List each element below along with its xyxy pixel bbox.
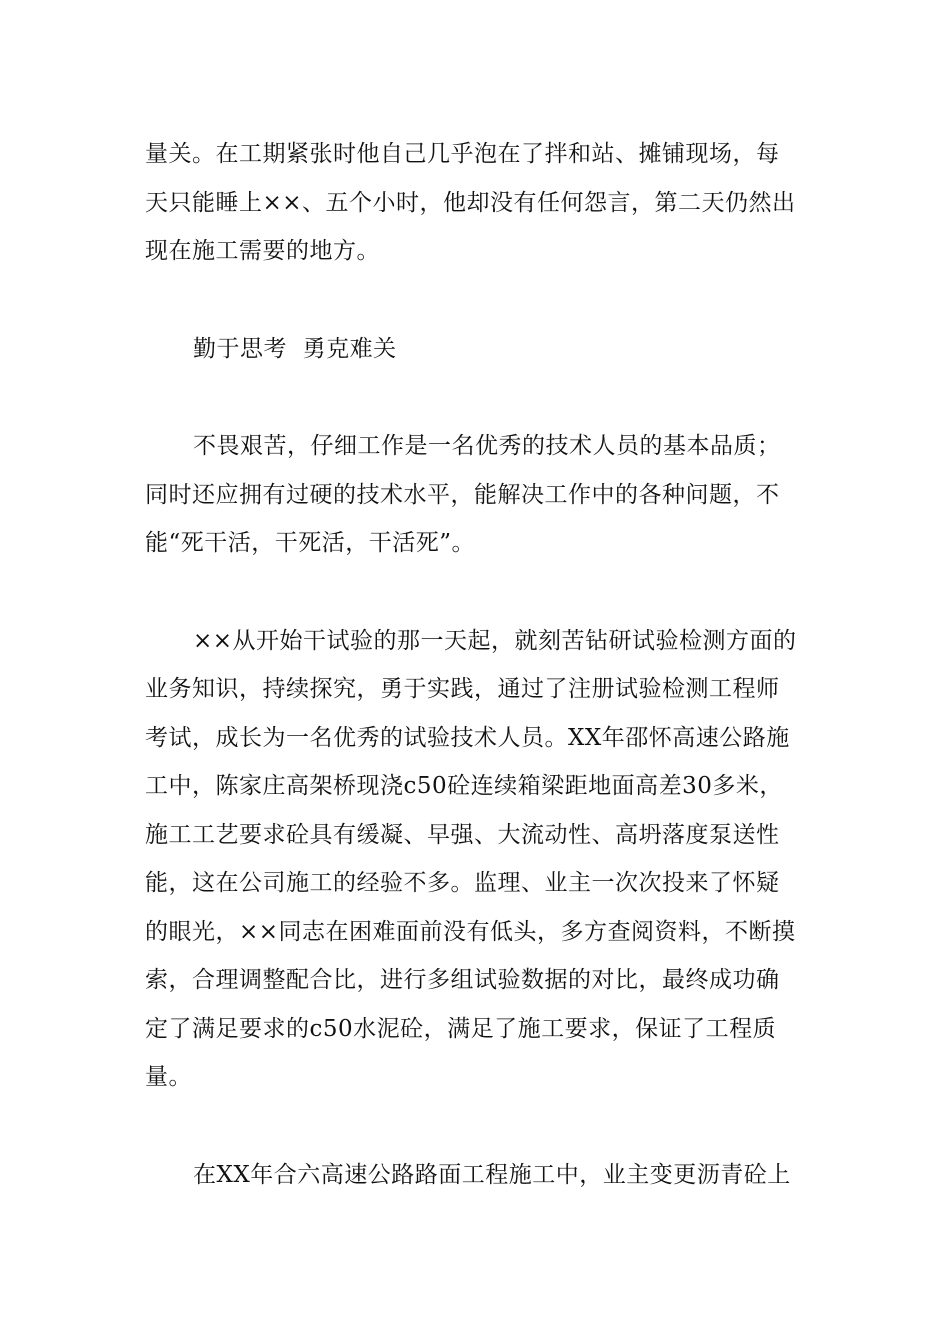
text-line: 的眼光，××同志在困难面前没有低头，多方查阅资料，不断摸	[145, 918, 796, 945]
paragraph-3	[145, 617, 809, 1102]
text-line: 业务知识，持续探究，勇于实践，通过了注册试验检测工程师	[145, 676, 780, 702]
text-line: 量关。在工期紧张时他自己几乎泡在了拌和站、摊铺现场，每	[145, 141, 780, 167]
text-line: 索，合理调整配合比，进行多组试验数据的对比，最终成功确	[145, 967, 780, 993]
text-line: 考试，成长为一名优秀的试验技术人员。XX年邵怀高速公路施	[145, 724, 790, 751]
text-line: 同时还应拥有过硬的技术水平，能解决工作中的各种问题，不	[145, 481, 780, 508]
text-line: 工中，陈家庄高架桥现浇c50砼连续箱梁距地面高差30多米，	[145, 773, 783, 799]
text-line: 天只能睡上××、五个小时，他却没有任何怨言，第二天仍然出	[145, 189, 796, 216]
text-line: 在XX年合六高速公路路面工程施工中，业主变更沥青砼上	[193, 1161, 791, 1188]
paragraph-1	[145, 130, 809, 276]
text-line: 不畏艰苦，仔细工作是一名优秀的技术人员的基本品质；	[193, 433, 781, 459]
text-line: 能，这在公司施工的经验不多。监理、业主一次次投来了怀疑	[145, 870, 780, 896]
section-heading	[145, 325, 809, 374]
document-body	[145, 130, 809, 1199]
text-line: 能“死干活，干死活，干活死”。	[145, 530, 476, 556]
text-line: 现在施工需要的地方。	[145, 238, 380, 264]
paragraph-4	[145, 1151, 809, 1200]
text-line: ××从开始干试验的那一天起，就刻苦钻研试验检测方面的	[193, 627, 797, 654]
heading-text: 勤于思考 勇克难关	[193, 335, 397, 362]
text-line: 量。	[145, 1064, 192, 1090]
text-line: 定了满足要求的c50水泥砼，满足了施工要求，保证了工程质	[145, 1015, 777, 1042]
text-line: 施工工艺要求砼具有缓凝、早强、大流动性、高坍落度泵送性	[145, 821, 780, 848]
paragraph-2	[145, 422, 809, 568]
